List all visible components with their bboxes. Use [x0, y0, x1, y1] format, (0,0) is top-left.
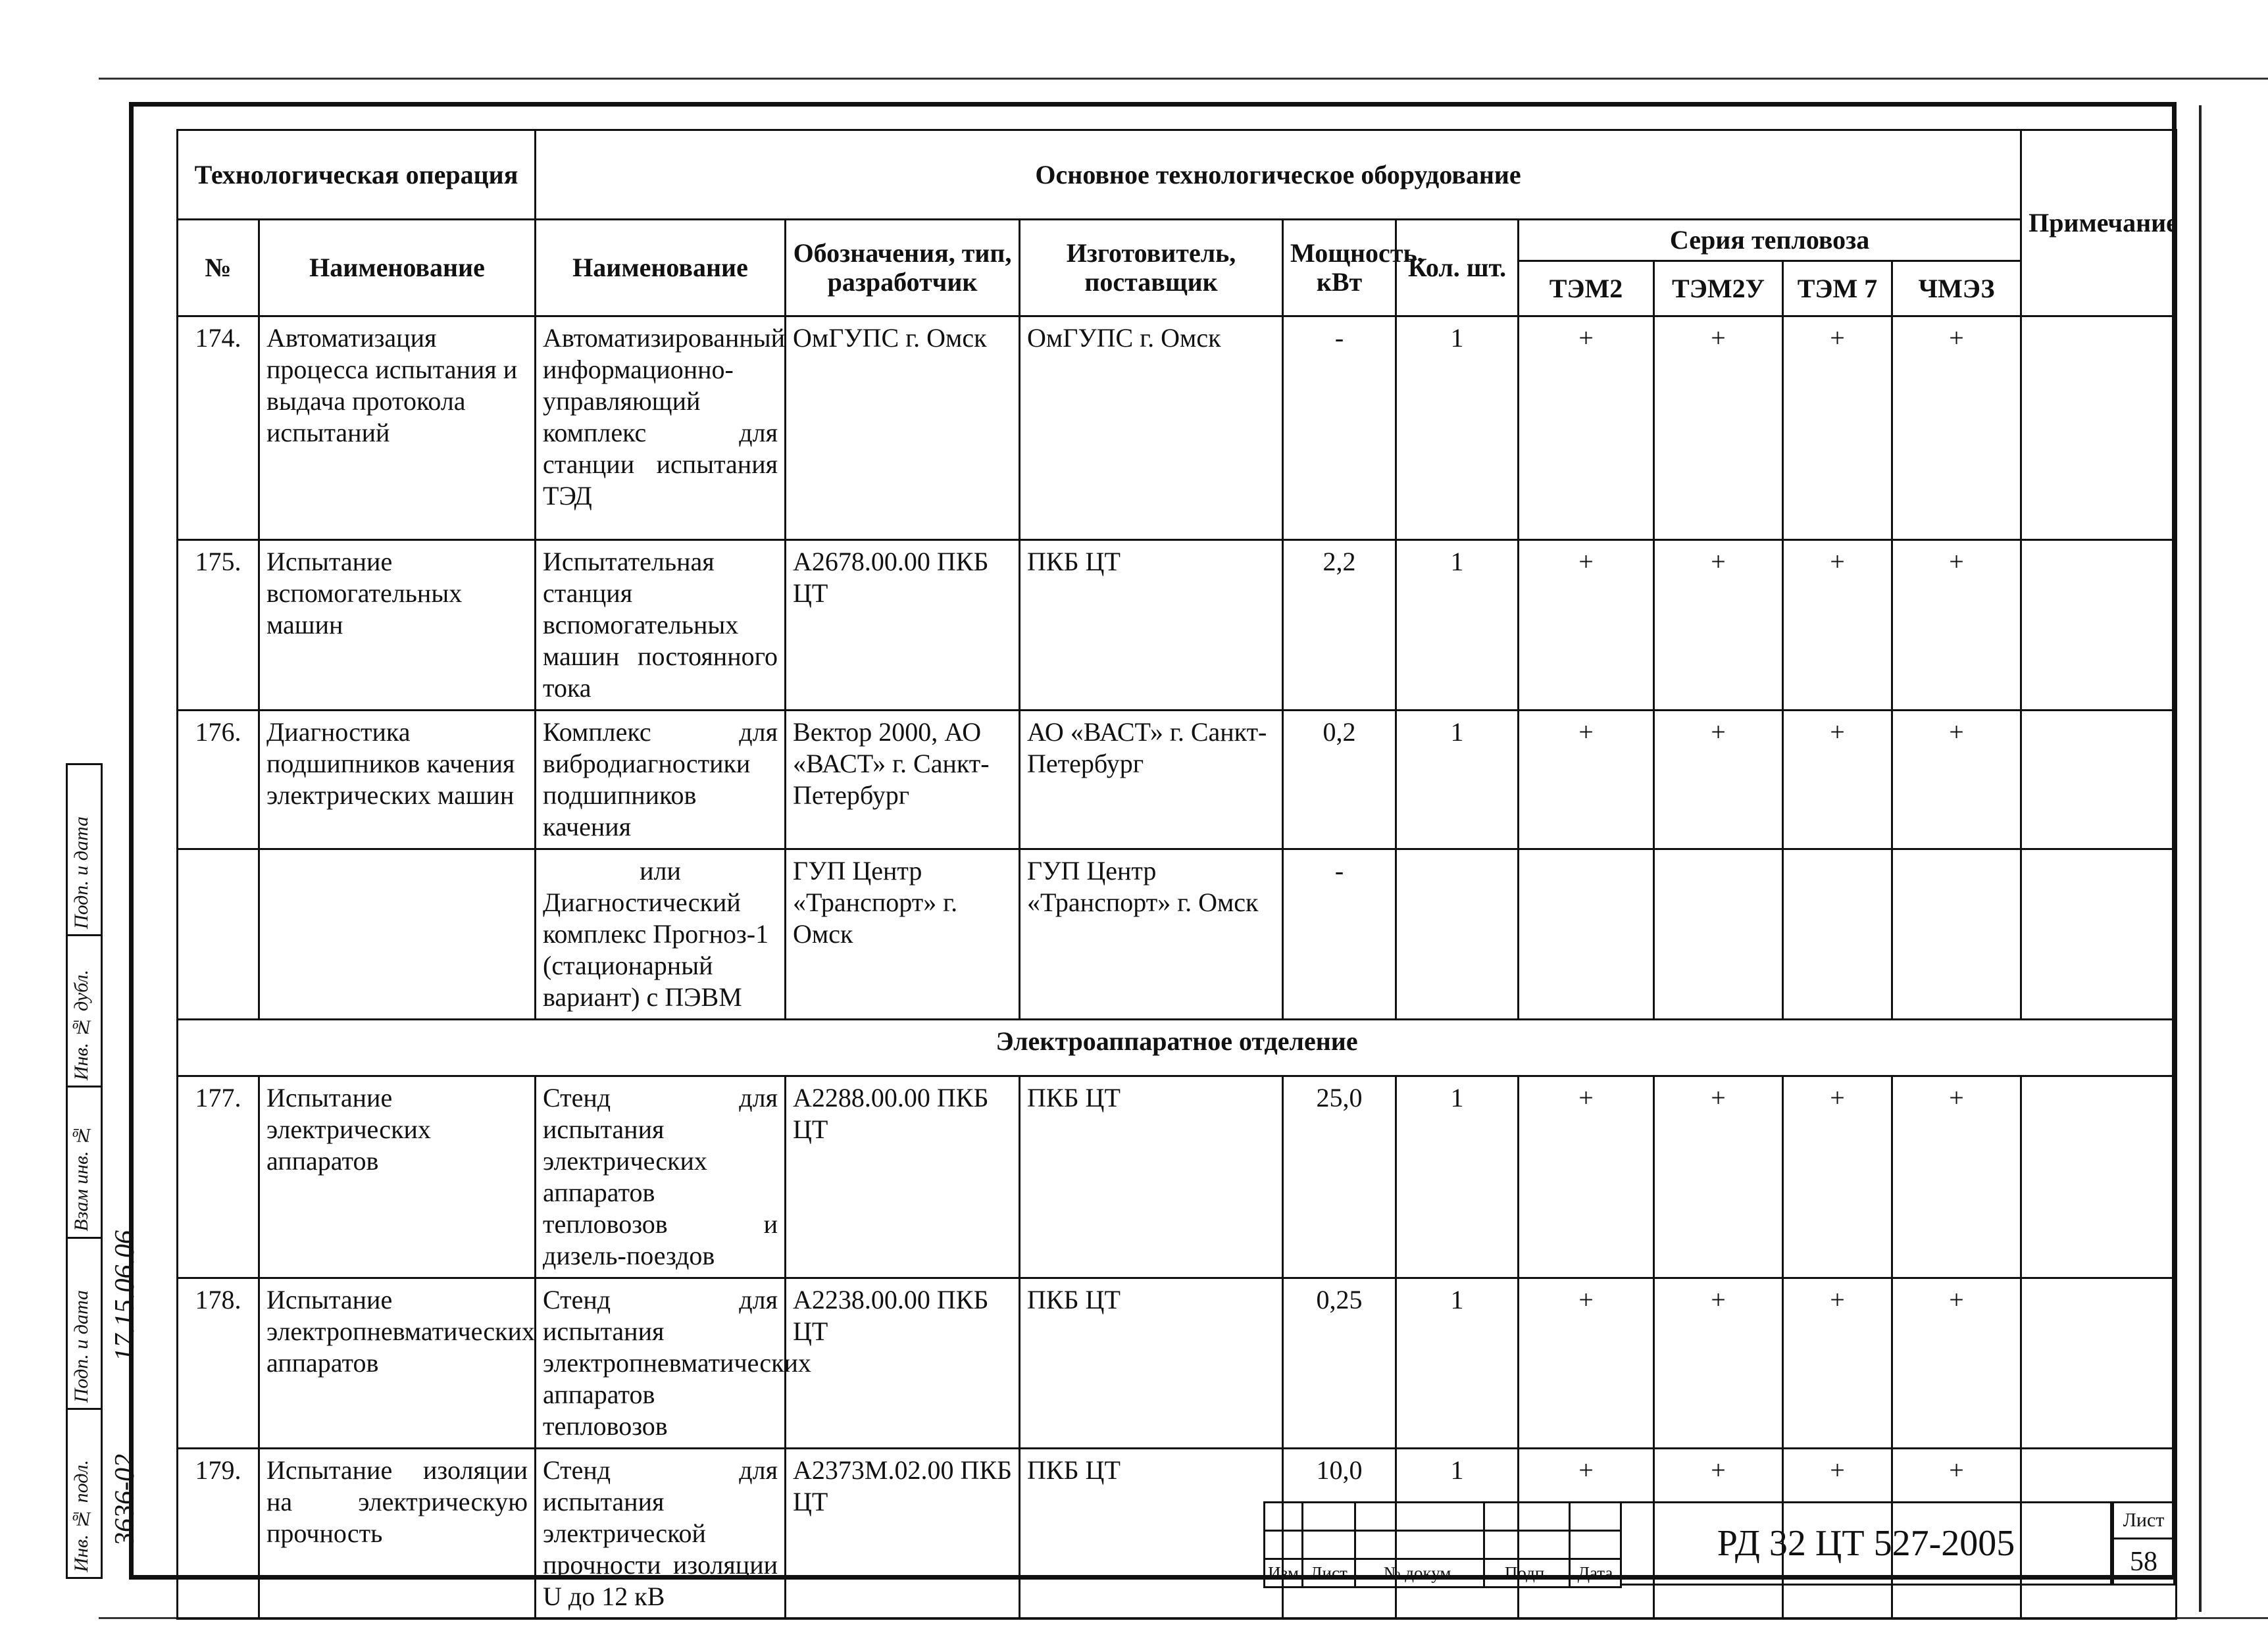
row-qty: 1: [1396, 540, 1519, 711]
row-tem2: +: [1519, 1076, 1654, 1278]
row-operation: Автоматизация процесса испытания и выдача протокола испытаний: [259, 316, 536, 540]
stamp-date-value: 17.15.06.06: [110, 1230, 140, 1362]
row-tem7: +: [1783, 316, 1892, 540]
header-op-name: Наименование: [259, 220, 536, 316]
row-manufacturer: ПКБ ЦТ: [1020, 1278, 1283, 1449]
row-manufacturer: ПКБ ЦТ: [1020, 1076, 1283, 1278]
section-heading: Электроаппаратное отделение: [178, 1020, 2177, 1076]
sheet-label: Лист: [2114, 1503, 2173, 1539]
stamp-handwritten-values: [107, 1230, 146, 1572]
header-note: Примечание: [2021, 130, 2177, 316]
row-designation: А2238.00.00 ПКБ ЦТ: [786, 1278, 1020, 1449]
row-tem2: +: [1519, 316, 1654, 540]
side-stamp: [66, 763, 103, 1579]
row-tem2u: +: [1654, 1449, 1783, 1619]
row-power: -: [1283, 849, 1396, 1020]
row-qty: [1396, 849, 1519, 1020]
header-power: Мощность, кВт: [1283, 220, 1396, 316]
row-manufacturer: АО «ВАСТ» г. Санкт-Петербург: [1020, 711, 1283, 849]
table-row: [178, 849, 2177, 1020]
row-manufacturer: ПКБ ЦТ: [1020, 1449, 1283, 1619]
row-designation: ОмГУПС г. Омск: [786, 316, 1020, 540]
row-num: 177.: [178, 1076, 259, 1278]
row-num: [178, 849, 259, 1020]
row-manufacturer: ГУП Центр «Транспорт» г. Омск: [1020, 849, 1283, 1020]
row-designation: ГУП Центр «Транспорт» г. Омск: [786, 849, 1020, 1020]
sheet-number: 58: [2130, 1547, 2157, 1577]
row-chme3: +: [1892, 316, 2021, 540]
row-operation: Испытание изоляции на электрическую прочность: [259, 1449, 536, 1619]
row-tem2u: +: [1654, 316, 1783, 540]
row-equipment-or: или: [640, 856, 681, 886]
stamp-cell-sign-date-2: Подп. и дата: [68, 765, 101, 936]
equipment-table: [176, 129, 2177, 1620]
header-num: №: [178, 220, 259, 316]
row-equipment: Автоматизированный информационно-управляющий комплекс для станции испытания ТЭД: [536, 316, 786, 540]
scan-edge-right: [2199, 105, 2202, 1612]
header-equipment: Основное технологическое оборудование: [536, 130, 2021, 220]
stamp-inv-value: 3636-02: [110, 1454, 140, 1546]
document-code: РД 32 ЦТ 527-2005: [1620, 1501, 2112, 1586]
row-chme3: +: [1892, 1278, 2021, 1449]
row-note: [2021, 540, 2177, 711]
row-tem2: +: [1519, 540, 1654, 711]
header-tech-op: Технологическая операция: [178, 130, 536, 220]
row-tem2u: +: [1654, 1278, 1783, 1449]
row-tem2u: +: [1654, 540, 1783, 711]
row-num: 178.: [178, 1278, 259, 1449]
row-tem2: +: [1519, 1278, 1654, 1449]
row-qty: 1: [1396, 316, 1519, 540]
row-operation: Испытание электрических аппаратов: [259, 1076, 536, 1278]
row-tem2u: +: [1654, 1076, 1783, 1278]
stamp-cell-sign-date: Подп. и дата: [68, 1239, 101, 1410]
stamp-cell-replace-inv: Взам инв. №: [68, 1088, 101, 1239]
tb-date: Дата: [1570, 1559, 1621, 1588]
row-chme3: +: [1892, 711, 2021, 849]
stamp-cell-original-inv: Инв. № подл.: [70, 1459, 92, 1572]
header-eq-name: Наименование: [536, 220, 786, 316]
row-chme3: [1892, 849, 2021, 1020]
row-tem2: +: [1519, 711, 1654, 849]
row-operation: Испытание вспомогательных машин: [259, 540, 536, 711]
row-power: 2,2: [1283, 540, 1396, 711]
row-equipment: Комплекс для вибродиагностики подшипников качения: [536, 711, 786, 849]
header-designation: Обозначения, тип, разработчик: [786, 220, 1020, 316]
row-num: 175.: [178, 540, 259, 711]
header-qty: Кол. шт.: [1396, 220, 1519, 316]
row-tem7: +: [1783, 540, 1892, 711]
row-operation: [259, 849, 536, 1020]
row-note: [2021, 1278, 2177, 1449]
row-designation: А2678.00.00 ПКБ ЦТ: [786, 540, 1020, 711]
stamp-cell-dup-inv: Инв. № дубл.: [68, 936, 101, 1088]
row-chme3: +: [1892, 1076, 2021, 1278]
row-chme3: +: [1892, 1449, 2021, 1619]
row-num: 174.: [178, 316, 259, 540]
title-block-revisions: [1263, 1501, 1622, 1588]
row-power: 0,25: [1283, 1278, 1396, 1449]
row-tem7: +: [1783, 1278, 1892, 1449]
row-chme3: +: [1892, 540, 2021, 711]
row-equipment: [536, 849, 786, 1020]
row-equipment: Стенд для испытания электрической прочности изоляции U до 12 кВ: [536, 1449, 786, 1619]
row-num: 176.: [178, 711, 259, 849]
row-manufacturer: ПКБ ЦТ: [1020, 540, 1283, 711]
row-tem7: +: [1783, 1449, 1892, 1619]
row-tem2u: [1654, 849, 1783, 1020]
row-tem2: +: [1519, 1449, 1654, 1619]
row-num: 179.: [178, 1449, 259, 1619]
row-tem2: [1519, 849, 1654, 1020]
row-note: [2021, 1076, 2177, 1278]
header-series-tem2u: ТЭМ2У: [1654, 261, 1783, 316]
row-note: [2021, 849, 2177, 1020]
header-series-chme3: ЧМЭЗ: [1892, 261, 2021, 316]
header-series-tem2: ТЭМ2: [1519, 261, 1654, 316]
row-equipment: Стенд для испытания электрических аппаратов тепловозов и дизель-поездов: [536, 1076, 786, 1278]
row-tem2u: +: [1654, 711, 1783, 849]
row-qty: 1: [1396, 1076, 1519, 1278]
row-equipment-alt: Диагностический комплекс Прогноз-1 (стационарный вариант) с ПЭВМ: [543, 888, 769, 1012]
tb-list: Лист: [1303, 1559, 1355, 1588]
table-row: [178, 540, 2177, 711]
row-tem7: [1783, 849, 1892, 1020]
row-note: [2021, 316, 2177, 540]
scan-edge-top: [99, 78, 2268, 80]
row-designation: А2373М.02.00 ПКБ ЦТ: [786, 1449, 1020, 1619]
row-power: -: [1283, 316, 1396, 540]
row-qty: 1: [1396, 1449, 1519, 1619]
row-operation: Диагностика подшипников качения электрических машин: [259, 711, 536, 849]
table-row: [178, 316, 2177, 540]
row-power: 10,0: [1283, 1449, 1396, 1619]
row-designation: Вектор 2000, АО «ВАСТ» г. Санкт-Петербург: [786, 711, 1020, 849]
row-power: 25,0: [1283, 1076, 1396, 1278]
row-tem7: +: [1783, 711, 1892, 849]
row-tem7: +: [1783, 1076, 1892, 1278]
header-series: Серия тепловоза: [1519, 220, 2021, 261]
row-equipment: Испытательная станция вспомогательных машин постоянного тока: [536, 540, 786, 711]
header-series-tem7: ТЭМ 7: [1783, 261, 1892, 316]
tb-doc-num: № докум.: [1355, 1559, 1484, 1588]
row-note: [2021, 711, 2177, 849]
row-equipment: Стенд для испытания электропневматических аппаратов тепловозов: [536, 1278, 786, 1449]
row-qty: 1: [1396, 711, 1519, 849]
row-power: 0,2: [1283, 711, 1396, 849]
row-manufacturer: ОмГУПС г. Омск: [1020, 316, 1283, 540]
header-manufacturer: Изготовитель, поставщик: [1020, 220, 1283, 316]
row-designation: А2288.00.00 ПКБ ЦТ: [786, 1076, 1020, 1278]
row-operation: Испытание электропневматических аппаратов: [259, 1278, 536, 1449]
sheet-box: [2112, 1501, 2175, 1586]
table-row: [178, 1076, 2177, 1278]
tb-izm: Изм: [1265, 1559, 1303, 1588]
tb-podp: Подп.: [1484, 1559, 1570, 1588]
table-row: [178, 711, 2177, 849]
table-row: [178, 1278, 2177, 1449]
row-qty: 1: [1396, 1278, 1519, 1449]
